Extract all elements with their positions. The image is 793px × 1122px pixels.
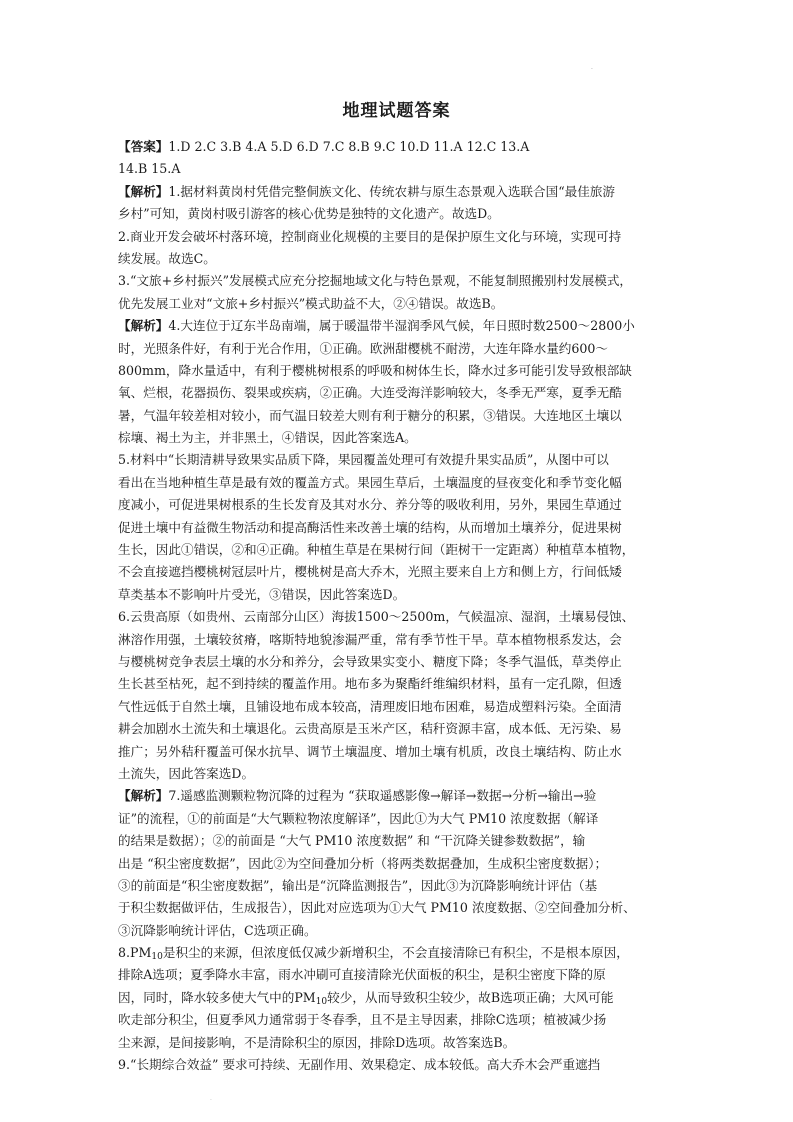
line-text: 气性远低于自然土壤，且铺设地布成本较高，清理废旧地布困难，易造成塑料污染。全面清 (118, 698, 622, 714)
line-text: 优先发展工业对“文旅+乡村振兴”模式助益不大，②④错误。故选B。 (118, 295, 504, 311)
line-text: ③沉降影响统计评估，C选项正确。 (118, 922, 317, 938)
line-text: 不会直接遮挡樱桃树冠层叶片，樱桃树是高大乔木，光照主要来自上方和侧上方，行间低矮 (118, 564, 622, 580)
section-tag: 【解析】 (118, 183, 169, 199)
line-text: 800mm，降水量适中，有利于樱桃树根系的呼吸和树体生长，降水过多可能引发导致根部缺 (118, 362, 632, 378)
line-text: 度减小，可促进果树根系的生长发育及其对水分、养分等的吸收利用，另外，果园生草通过 (118, 497, 622, 513)
line-text: 淋溶作用强，土壤较贫瘠，喀斯特地貌渗漏严重，常有季节性干旱。草本植物根系发达，会 (118, 631, 622, 647)
text-line (118, 897, 678, 919)
text-line (118, 472, 678, 494)
line-text: 出是 “积尘密度数据”，因此②为空间叠加分析（将两类数据叠加，生成积尘密度数据）； (118, 855, 608, 871)
line-text: 土流失，因此答案选D。 (118, 765, 255, 781)
line-text: 时，光照条件好，有利于光合作用，①正确。欧洲甜樱桃不耐涝，大连年降水量约600～ (118, 340, 609, 356)
text-line (118, 651, 678, 673)
line-text: 暑，气温年较差相对较小，而气温日较差大则有利于糖分的积累，③错误。大连地区土壤以 (118, 407, 622, 423)
section-tag: 【解析】 (118, 318, 169, 334)
text-line (118, 517, 678, 539)
text-line (118, 606, 678, 628)
line-text: 推广；另外秸秆覆盖可保水抗旱、调节土壤温度、增加土壤有机质，改良土壤结构、防止水 (118, 743, 622, 759)
text-line (118, 718, 678, 740)
line-text: 是积尘的来源，但浓度低仅减少新增积尘，不会直接清除已有积尘，不是根本原因， (162, 945, 629, 961)
line-text: 耕会加剧水土流失和土壤退化。云贵高原是玉米产区，秸秆资源丰富，成本低、无污染、易 (118, 721, 622, 737)
line-text: ③的前面是“积尘密度数据”，输出是“沉降监测报告”，因此③为沉降影响统计评估（基 (118, 877, 598, 893)
text-line (118, 808, 678, 830)
text-line (118, 136, 678, 158)
line-text: 6.云贵高原（如贵州、云南部分山区）海拔1500～2500m，气候温凉、湿润，土壤易侵蚀、 (118, 609, 635, 625)
line-text: 14.B 15.A (118, 161, 181, 177)
line-text: 2.商业开发会破坏村落环境，控制商业化规模的主要目的是保护原生文化与环境，实现可持 (118, 228, 622, 244)
section-tag: 【答案】 (118, 139, 169, 154)
line-text: 棕壤、褐土为主，并非黑土，④错误，因此答案选A。 (118, 430, 417, 446)
line-text: 续发展。故选C。 (118, 250, 216, 266)
line-text: 1.据材料黄岗村凭借完整侗族文化、传统农耕与原生态景观入选联合国“最佳旅游 (168, 183, 616, 199)
text-line (118, 696, 678, 718)
line-text: 证”的流程，①的前面是“大气颗粒物浓度解译”，因此①为大气 PM10 浓度数据（解译 (118, 810, 599, 826)
text-line (118, 248, 678, 270)
text-line (118, 338, 678, 360)
text-line (118, 315, 678, 337)
text-line (118, 942, 678, 964)
pm-subscript: 10 (315, 996, 328, 1007)
text-line (118, 158, 678, 180)
line-text: 1.D 2.C 3.B 4.A 5.D 6.D 7.C 8.B 9.C 10.D 11.A 12.C 13.A (168, 139, 530, 154)
text-line (118, 427, 678, 449)
text-line (118, 360, 678, 382)
text-line (118, 830, 678, 852)
text-line (118, 629, 678, 651)
line-text: 生长甚至枯死，起不到持续的覆盖作用。地布多为聚酯纤维编织材料，虽有一定孔隙，但透 (118, 676, 622, 692)
text-line (118, 673, 678, 695)
text-line (118, 226, 678, 248)
text-line (118, 920, 678, 942)
line-text: 尘来源，是间接影响，不是清除积尘的原因，排除D选项。故答案选B。 (118, 1034, 516, 1050)
text-line (118, 853, 678, 875)
text-line (118, 987, 678, 1009)
line-text: 与樱桃树竞争表层土壤的水分和养分，会导致果实变小、糖度下降；冬季气温低，草类停止 (118, 653, 622, 669)
text-line (118, 181, 678, 203)
decorative-dot: · (591, 66, 593, 73)
line-text: 吹走部分积尘，但夏季风力通常弱于冬春季，且不是主导因素，排除C选项；植被减少扬 (118, 1012, 607, 1028)
text-line (118, 382, 678, 404)
answer-body (118, 136, 678, 1076)
line-text: 氧、烂根，花器损伤、裂果或疾病，②正确。大连受海洋影响较大，冬季无严寒，夏季无酷 (118, 385, 622, 401)
text-line (118, 494, 678, 516)
text-line (118, 1054, 678, 1076)
line-text: 3.“文旅+乡村振兴”发展模式应充分挖掘地域文化与特色景观，不能复制照搬别村发展模式， (118, 273, 633, 289)
text-line (118, 741, 678, 763)
line-text: 排除A选项；夏季降水丰富，雨水冲刷可直接清除光伏面板的积尘，是积尘密度下降的原 (118, 967, 606, 983)
line-text: 草类基本不影响叶片受光，③错误，因此答案选D。 (118, 586, 406, 602)
page-title: 地理试题答案 (342, 101, 451, 121)
line-text: 生长，因此①错误，②和④正确。种植生草是在果树行间（距树干一定距离）种植草本植物， (118, 542, 635, 558)
text-line (118, 561, 678, 583)
text-line (118, 763, 678, 785)
text-line (118, 203, 678, 225)
line-text: 于积尘数据做评估，生成报告），因此对应选项为①大气 PM10 浓度数据、②空间叠加分析、 (118, 900, 636, 916)
text-line (118, 1009, 678, 1031)
text-line (118, 270, 678, 292)
section-tag: 【解析】 (118, 788, 169, 804)
page-mark: · (210, 1097, 212, 1104)
line-text: 5.材料中“长期清耕导致果实品质下降，果园覆盖处理可有效提升果实品质”，从图中可以 (118, 452, 609, 468)
line-text: 因，同时，降水较多使大气中的PM (118, 989, 316, 1005)
text-line (118, 293, 678, 315)
text-line (118, 785, 678, 807)
line-text: 9.“长期综合效益” 要求可持续、无副作用、效果稳定、成本较低。高大乔木会严重遮挡 (118, 1057, 601, 1073)
text-line (118, 449, 678, 471)
text-line (118, 964, 678, 986)
line-text: 看出在当地种植生草是最有效的覆盖方式。果园生草后，土壤温度的昼夜变化和季节变化幅 (118, 474, 622, 490)
text-line (118, 1032, 678, 1054)
line-text: 促进土壤中有益微生物活动和提高酶活性来改善土壤的结构，从而增加土壤养分，促进果树 (118, 519, 622, 535)
line-text: 4.大连位于辽东半岛南端，属于暖温带半湿润季风气候，年日照时数2500～2800小 (168, 318, 635, 334)
line-text: 的结果是数据）；②的前面是 “大气 PM10 浓度数据” 和 “干沉降关键参数数据”，输 (118, 833, 586, 849)
line-text: 乡村”可知，黄岗村吸引游客的核心优势是独特的文化遗产。故选D。 (118, 206, 500, 222)
line-text: 较少，从而导致积尘较少，故B选项正确；大风可能 (327, 989, 614, 1005)
text-line (118, 584, 678, 606)
pm-subscript: 10 (151, 952, 163, 963)
line-text: 7.遥感监测颗粒物沉降的过程为 “获取遥感影像→解译→数据→分析→输出→验 (168, 788, 597, 804)
text-line (118, 539, 678, 561)
text-line (118, 875, 678, 897)
line-text: 8.PM (118, 945, 152, 961)
text-line (118, 405, 678, 427)
